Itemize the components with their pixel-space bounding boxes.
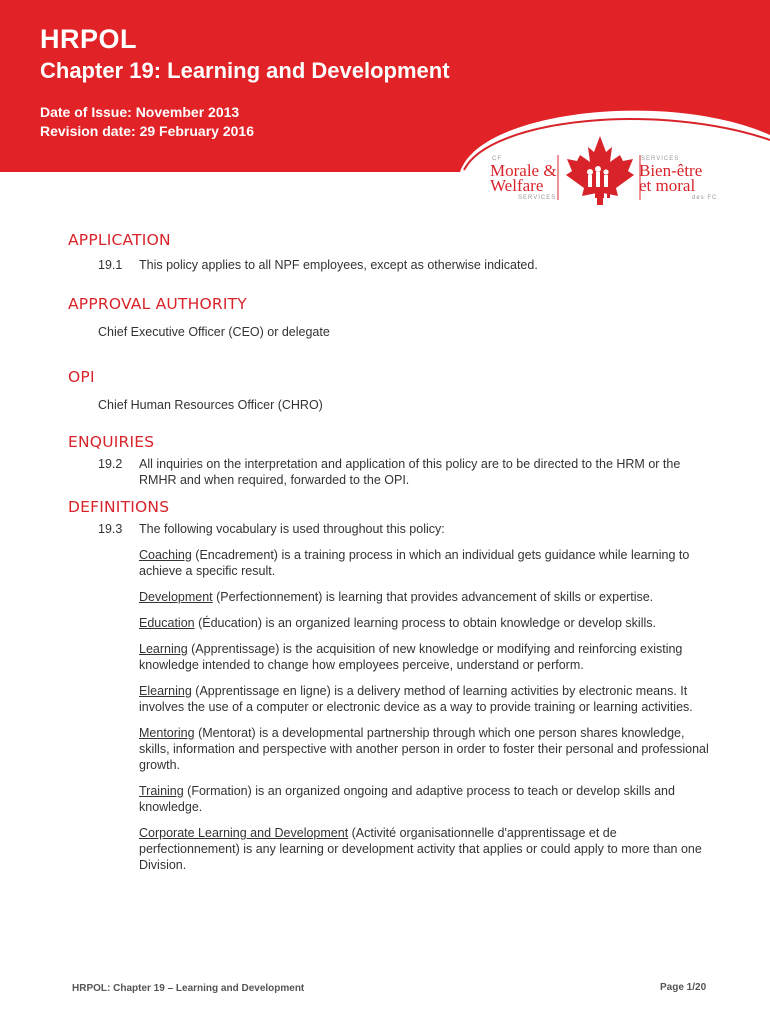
definition-item (139, 783, 718, 815)
section-title: ENQUIRIES (68, 433, 155, 451)
clause-number: 19.1 (98, 258, 123, 272)
opi-text: Chief Human Resources Officer (CHRO) (98, 398, 323, 412)
policy-body (68, 232, 718, 873)
definition-item (139, 589, 718, 605)
definitions-list (139, 547, 718, 873)
logo-en-line1: Morale & (490, 161, 557, 180)
definition-text: (Éducation) is an organized learning process to obtain knowledge or develop skills. (194, 616, 656, 630)
logo-en-line2: Welfare (490, 176, 544, 195)
logo-en-small-bottom: SERVICES (518, 195, 557, 201)
logo-fr-small-top: SERVICES (641, 156, 680, 162)
definition-text: (Apprentissage en ligne) is a delivery method of learning activities by electronic means. It involves the use of a computer or electronic device as a way to provide training or learning activities. (139, 684, 693, 714)
definition-item (139, 825, 718, 873)
logo-fr-small-bottom: des FC (692, 195, 718, 201)
section-title: APPROVAL AUTHORITY (68, 295, 247, 313)
definition-item (139, 641, 718, 673)
logo-fr-text (639, 163, 702, 193)
section-definitions (68, 499, 718, 873)
revision-date: Revision date: 29 February 2016 (40, 123, 254, 139)
definition-term: Training (139, 784, 184, 798)
footer-document-title: HRPOL: Chapter 19 – Learning and Development (72, 983, 305, 994)
definition-text: (Perfectionnement) is learning that provides advancement of skills or expertise. (212, 590, 654, 604)
definition-term: Elearning (139, 684, 192, 698)
definition-text: (Mentorat) is a developmental partnership through which one person shares knowledge, skills, information and perspective with another person in order to foster their personal and professional growth. (139, 726, 709, 772)
definition-text: (Encadrement) is a training process in which an individual gets guidance while learning to achieve a specific result. (139, 548, 690, 578)
doc-code: HRPOL (40, 24, 137, 54)
clause-number: 19.3 (98, 522, 123, 536)
section-title: OPI (68, 368, 95, 386)
section-title: APPLICATION (68, 231, 171, 249)
definition-term: Development (139, 590, 213, 604)
definition-term: Mentoring (139, 726, 195, 740)
clause-text: The following vocabulary is used throughout this policy: (139, 522, 445, 536)
section-approval-authority (68, 296, 718, 340)
definition-text: (Apprentissage) is the acquisition of new knowledge or modifying and reinforcing existing knowledge intended to change how employees perceive, understand or perform. (139, 642, 683, 672)
logo-en-text (490, 163, 557, 193)
definition-item (139, 547, 718, 579)
morale-welfare-logo (440, 100, 770, 230)
chapter-title: Chapter 19: Learning and Development (40, 58, 450, 83)
clause-text: All inquiries on the interpretation and application of this policy are to be directed to the HRM or the RMHR and when required, forwarded to the OPI. (139, 457, 681, 487)
section-opi (68, 369, 718, 413)
logo-fr-line1: Bien-être (639, 161, 703, 180)
definition-text: (Formation) is an organized ongoing and adaptive process to teach or develop skills and knowledge. (139, 784, 675, 814)
page-number: Page 1/20 (660, 982, 707, 993)
clause (98, 521, 718, 537)
definition-text: (Activité organisationnelle d'apprentissage et de perfectionnement) is any learning or development activity that applies or could apply to more than one Division. (139, 826, 702, 872)
logo-fr-line2: et moral (639, 176, 696, 195)
definition-item (139, 683, 718, 715)
definition-item (139, 615, 718, 631)
definition-term: Learning (139, 642, 188, 656)
approval-text: Chief Executive Officer (CEO) or delegate (98, 325, 330, 339)
clause (98, 257, 718, 273)
definition-term: Education (139, 616, 195, 630)
date-of-issue: Date of Issue: November 2013 (40, 104, 240, 120)
definition-term: Corporate Learning and Development (139, 826, 349, 840)
clause-number: 19.2 (98, 457, 123, 471)
section-title: DEFINITIONS (68, 498, 170, 516)
definition-item (139, 725, 718, 773)
logo-en-small-top: CF (492, 156, 502, 162)
clause (98, 456, 718, 488)
definition-term: Coaching (139, 548, 192, 562)
section-enquiries (68, 434, 718, 488)
clause-text: This policy applies to all NPF employees, except as otherwise indicated. (139, 258, 538, 272)
section-application (68, 232, 718, 273)
